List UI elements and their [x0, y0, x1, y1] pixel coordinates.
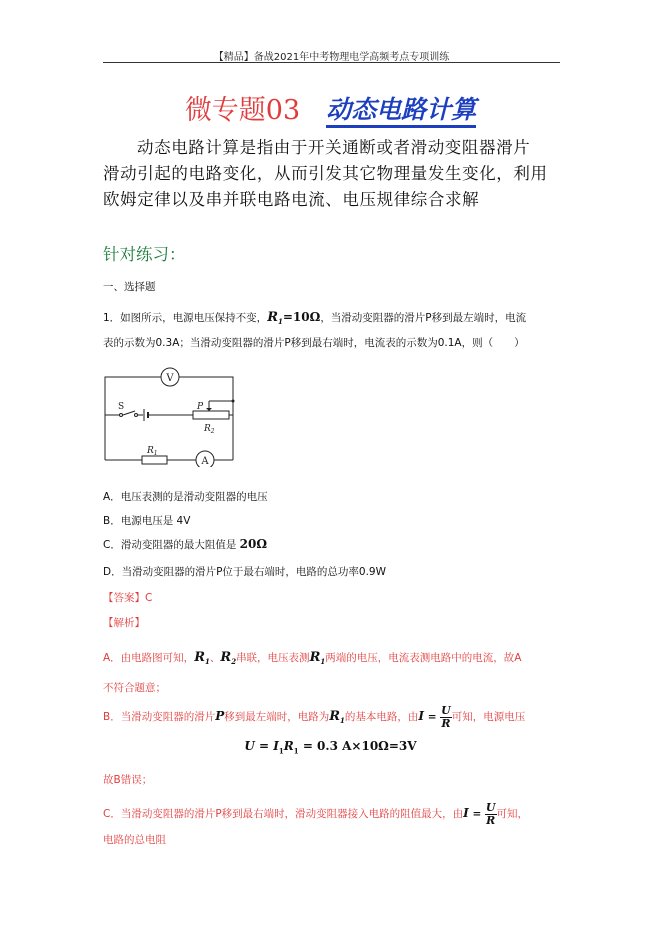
page-header: 【精品】备战2021年中考物理电学高频考点专项训练 — [213, 52, 450, 63]
wire-top-left — [105, 377, 161, 402]
question-text — [103, 307, 573, 354]
r2-label: $R_2$ — [204, 424, 215, 435]
voltmeter-label: V — [166, 373, 174, 384]
analysis-a — [103, 645, 573, 701]
fraction-u-over-r-2: $\frac{U}{R}$ — [485, 800, 496, 827]
analysis-a-line-1: A．由电路图可知，$R_1$、$R_2$串联，电压表测$R_1$两端的电压，电流表测电路中的电流，故A — [103, 650, 522, 667]
slider-label: P — [197, 402, 204, 412]
option-a: A．电压表测的是滑动变阻器的电压 — [103, 491, 268, 503]
question-line-2: 表的示数为0.3A；当滑动变阻器的滑片P移到最右端时，电流表的示数为0.1A，则（ ） — [103, 337, 525, 350]
section-title: 一、选择题 — [103, 281, 156, 293]
wire-top-right — [179, 377, 233, 401]
analysis-b-conclusion: 故B错误； — [103, 774, 153, 786]
circuit-diagram — [100, 367, 240, 467]
analysis-c — [103, 800, 573, 853]
rheostat-r2 — [193, 411, 229, 419]
switch-label: S — [118, 402, 125, 412]
analysis-c-line-1: C．当滑动变阻器的滑片P移到最右端时，滑动变阻器接入电路的阻值最大，由I = $\frac{U}{R}$ 可知， — [103, 800, 528, 827]
analysis-label: 【解析】 — [103, 617, 145, 629]
option-b: B．电源电压是 4V — [103, 515, 191, 527]
junction-dot — [232, 400, 235, 403]
page-title — [0, 88, 661, 128]
switch-contact-left — [120, 414, 123, 417]
analysis-b-formula: $U = I_1R_1 = 0.3$ A×10Ω=3V — [244, 739, 417, 756]
option-d: D．当滑动变阻器的滑片P位于最右端时，电路的总功率0.9W — [103, 566, 386, 578]
fraction-u-over-r: $\frac{U}{R}$ — [441, 703, 451, 730]
option-c: C．滑动变阻器的最大阻值是 20Ω — [103, 537, 268, 551]
question-line-1: 1．如图所示，电源电压保持不变，$R_1=10\Omega$，当滑动变阻器的滑片P移到最左端时，电流 — [103, 310, 527, 327]
switch-contact-right — [135, 414, 138, 417]
practice-heading: 针对练习： — [103, 245, 186, 264]
title-prefix: 微专题03 — [184, 95, 301, 126]
intro-line-2: 滑动引起的电路变化，从而引发其它物理量发生变化，利用 — [103, 164, 548, 183]
resistor-r1 — [142, 456, 167, 464]
r1-label: $R_1$ — [147, 446, 158, 457]
intro-paragraph — [103, 135, 583, 213]
ammeter-label: A — [201, 456, 209, 467]
analysis-c-line-2: 电路的总电阻 — [103, 834, 166, 846]
header-divider — [103, 62, 560, 63]
answer-label: 【答案】C — [103, 592, 153, 604]
intro-line-1: 动态电路计算是指由于开关通断或者滑动变阻器滑片 — [137, 138, 531, 157]
title-topic: 动态电路计算 — [326, 95, 476, 128]
intro-line-3: 欧姆定律以及串并联电路电流、电压规律综合求解 — [103, 190, 480, 209]
analysis-b-line-1: B．当滑动变阻器的滑片P移到最左端时，电路为$R_1$的基本电路，由I = $\frac{U}{R}$ 可知，电源电压 — [103, 703, 526, 730]
analysis-a-line-2: 不符合题意； — [103, 682, 166, 695]
switch-blade — [123, 411, 135, 415]
